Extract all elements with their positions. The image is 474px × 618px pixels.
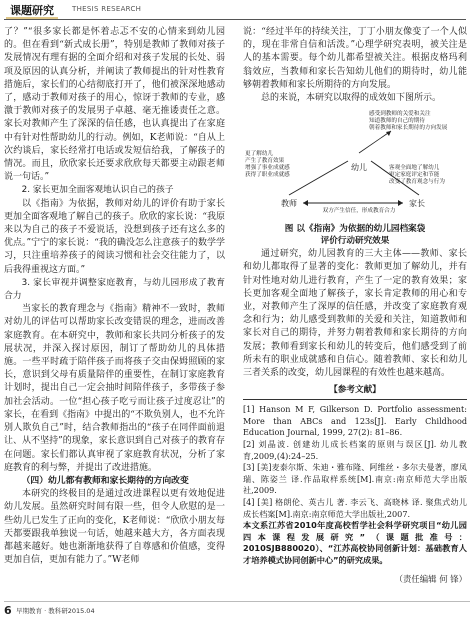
references-rule	[243, 399, 467, 400]
paragraph: 了？”“很多家长都是怀着忐忑不安的心情来到幼儿园的。但在看到“新式成长册”，特别是教师了教师对孩子发展情况有理有据的全面介绍和对孩子发展的长处、弱项及原因的认真分析，并阐读了教师提出的针对性教育措施后，家长们的心结彻底打开了，他们被深深地感动了，感动于教师对孩子的用心，惊讶于教师的专业，感激于教师对孩子的发展男子卓越、毫无推诿责任之意。家长对教师产生了深深的信任感，也认真提出了在家庭中有针对性帮助幼儿的行动。例如，K老师说：“自从上次约谈后，家长经常打电话或发短信给我，了解孩子的情况。而且，欣欣家长还要求欣欣每天都要主动跟老师说一句话。”	[4, 27, 225, 183]
effect-diagram	[243, 109, 467, 221]
diagram-node-parent: 家长	[409, 199, 425, 209]
section-tag-english: THESIS RESEARCH	[72, 5, 142, 13]
subheading: 3. 家长审视并调整家庭教育，与幼儿园形成了教育合力	[4, 277, 225, 302]
paragraph: 通过研究，幼儿园教育的三大主体——教师、家长和幼儿都取得了显著的变化：教师更加了解幼儿，并有针对性地对幼儿进行教育，产生了一定的教育效果；家长更加客观全面地了解孩子，家长肯定教师的用心和专业，对教师产生了深厚的信任感，并改变了家庭教育观念和行为；幼儿感受到教师的关爱和关注，知道教师和家长对自己的期待，并努力朝着教师和家长期待的方向发展；教师看到家长和幼儿的转变后，他们感受到了前所未有的职业成就感和自信心。随着教师、家长和幼儿三者关系的改变，幼儿园课程的有效性也越来越高。	[243, 249, 467, 379]
subheading: （四）幼儿都有教师和家长期待的方向改变	[21, 475, 189, 486]
reference-item: [2] 刘晶波. 创建幼儿成长档案的原则与误区[J]. 幼儿教育,2009,(4):24–25.	[243, 439, 467, 461]
paragraph: 总的来说，本研究以取得的成效如下图所示。	[261, 93, 442, 104]
references-title: 【参考文献】	[329, 385, 381, 396]
diagram-note-bottom: 双方产生信任，形成教育合力	[322, 208, 396, 215]
funding-note: 本文系江苏省2010年度高校哲学社会科学研究项目“幼儿园四本课程发展研究”（课题批准号：2010SJB880020）、“江苏高校协同创新计划：基础教育人才培养模式协同创新中心”的研究成果。	[243, 520, 467, 565]
paragraph: 说：“经过半年的持续关注，丁丁小朋友像变了一个人似的，现在非常自信和活泼。”心理学研究表明，被关注是人的基本需要。每个幼儿都希望被关注。根据皮格玛利翁效应，当教师和家长告知幼儿他们的期待时，幼儿能够朝着教师和家长所期待的方向发展。	[243, 27, 467, 90]
diagram-note-child: 感受到教师的关爱和关注 知道教师的自己的期待 朝着教师和家长期待的方向发展	[369, 111, 448, 132]
figure-caption-sub: 评价行动研究效果	[320, 236, 390, 247]
right-column	[243, 26, 467, 586]
reference-item: [3] [美]麦泰尔斯、朱迪・雅布隆、阿维丝・多尔夫曼著，廖凤瑞、陈姿兰 译.作品取样系统[M].南京:南京师范大学出版社,2009.	[243, 462, 467, 496]
subheading: 2. 家长更加全面客观地认识自己的孩子	[21, 185, 174, 196]
diagram-node-teacher: 教师	[281, 199, 297, 209]
footer-rule	[4, 601, 470, 602]
header-rule	[4, 19, 466, 20]
left-column	[4, 26, 225, 567]
diagram-note-parent: 客观全面地了解幼儿 审定家庭评定和节能 改变了教育观念与行为	[389, 165, 445, 186]
responsible-editor: （责任编辑 何 锋）	[394, 573, 467, 584]
paragraph: 本研究的终极目的是通过改进课程以更有效地促进幼儿发展。虽然研究时间有限一些，但令人欣慰的是一些幼儿已发生了正向的变化，K老师说：“欣欣小朋友每天都要跟我单独说一句话，她越来越大方，各方面表现都越来越好。她也渐渐地获得了自尊感和价值感，变得更加自信，更加有能力了。”W老师	[4, 489, 225, 566]
figure-caption: 图 以《指南》为依据的幼儿园档案袋	[284, 224, 426, 235]
reference-item: [4] [美] 格朗伦、英古儿 著. 李云飞、高晓林 译. 聚焦式幼儿成长档案[M].南京:南京师范大学出版社,2007.	[243, 497, 467, 519]
diagram-node-child: 幼儿	[351, 163, 367, 173]
paragraph: 以《指南》为依据，教师对幼儿的评价有助于家长更加全面客观地了解自己的孩子。欣欣的家长说：“我原来以为自己的孩子不爱说话，没想到孩子还有这么多的优点。”宁宁的家长说：“我的确没怎么注意孩子的数学学习，只注重培养孩子的阅读习惯和社会交往能力了，以后我得重视这方面。”	[4, 198, 225, 275]
section-tag: 课题研究	[4, 3, 60, 19]
page-number: 6	[4, 604, 12, 617]
reference-item: [1] Hanson M F, Gilkerson D. Portfolio assessment: More than ABCs and 123s[J]. Early Childhood Education Journal, 1999, 27(2): 81–86.	[243, 404, 467, 438]
page-footer	[4, 604, 470, 618]
running-header	[0, 0, 474, 22]
diagram-note-teacher: 更了解幼儿 产生了教育效果 增强了事业成就感 获得了职业成就感	[245, 151, 290, 179]
paragraph: 当家长的教育理念与《指南》精神不一致时，教师对幼儿的评估可以帮助家长改变错误的理念，进而改善家庭教育。在本研究中，教师和家长共同分析孩子的发展状况，并深入探讨原因，制订了帮助幼儿的具体措施。一些平时疏于陪伴孩子而将孩子交由保姆照顾的家长，意识到父母有质量陪伴的重要性，在制订家庭教育计划时，提出自己一定会抽时间陪伴孩子，多带孩子参加社会活动。一位“担心孩子吃亏而让孩子过度忍让”的家长，在看到《指南》中提出的“不欺负别人，也不允许别人欺负自己”时，结合教师指出的“孩子在同伴面前退让、从不坚持”的现象，家长意识到自己对孩子的教育存在问题。家长们都认真审视了家庭教育状况，分析了家庭教育的利与弊，并提出了改进措施。	[4, 304, 225, 473]
journal-source: 早期教育 · 教科研2015.04	[16, 607, 95, 615]
